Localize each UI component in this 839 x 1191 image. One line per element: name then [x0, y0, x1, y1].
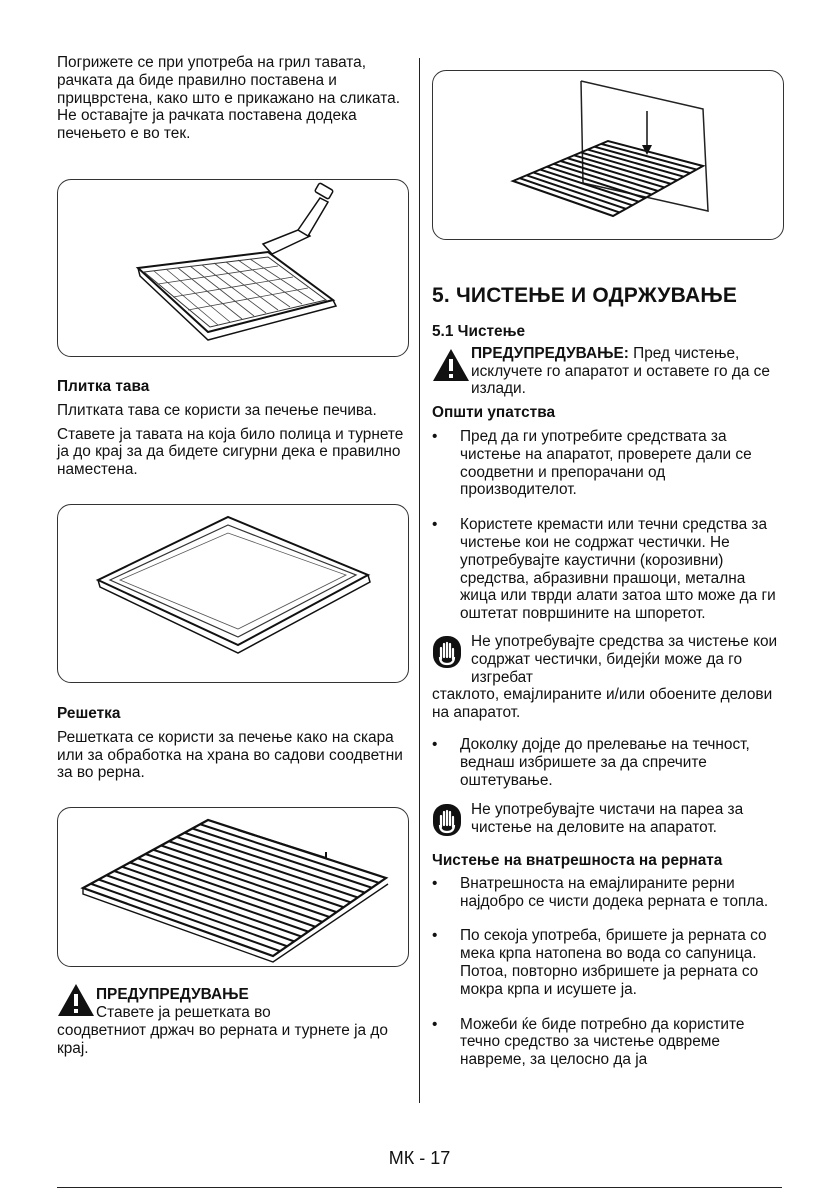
- shallow-tray-drawing: [58, 505, 408, 682]
- wire-grill-illustration: [57, 807, 409, 967]
- inner-cleaning-item: [432, 927, 784, 998]
- wire-grill-drawing: [58, 808, 408, 966]
- shallow-tray-paragraph-2: Ставете ја тавата на која било полица и турнете ја до крај за да бидете сигурни дека е правилно наместена.: [57, 425, 404, 479]
- grill-heading: Решетка: [57, 704, 121, 722]
- left-column: [57, 54, 409, 1057]
- cleaning-warning-label: ПРЕДУПРЕДУВАЊЕ:: [471, 344, 629, 362]
- note-steam-text: Не употребувајте чистачи на пареа за чистење на деловите на апаратот.: [471, 801, 744, 837]
- warning-triangle-icon: [432, 348, 470, 382]
- grill-warning-text-line1: Ставете ја решетката во: [96, 1003, 271, 1021]
- grill-pan-drawing: [58, 180, 408, 356]
- grill-warning: [57, 983, 409, 1057]
- grill-rod: [91, 884, 280, 951]
- bullet-marker: •: [432, 427, 438, 445]
- note-particles-indented: Не употребувајте средства за чистење кои содржат честички, бидејќи може да го изгребат: [471, 632, 778, 686]
- shallow-tray-paragraph-1: Плитката тава се користи за печење печива.: [57, 401, 377, 419]
- spill-instruction-item: [432, 736, 784, 789]
- cleaning-warning-text: [432, 345, 784, 398]
- grill-paragraph-1: Решетката се користи за печење како на скара или за обработка на храна во садови соодветни за во рерна.: [57, 728, 403, 782]
- page-number: МК - 17: [388, 1148, 451, 1168]
- bullet-marker: •: [432, 516, 438, 534]
- right-column: [432, 70, 784, 1069]
- grill-insertion-illustration: [432, 70, 784, 240]
- inner-cleaning-text: По секоја употреба, бришете ја рерната со мека крпа натопена во вода со сапуница. Потоа, повторно избришете ја рерната со мокра крпа и исушете ја.: [460, 927, 767, 998]
- bullet-marker: •: [432, 735, 438, 753]
- note-steam: [432, 801, 784, 837]
- grill-warning-text-rest: соодветниот држач во рерната и турнете ја до крај.: [57, 1021, 388, 1057]
- spill-list: [432, 736, 784, 789]
- grill-rod: [99, 880, 288, 947]
- column-divider: [419, 58, 420, 1103]
- bullet-marker: •: [432, 874, 438, 892]
- bullet-marker: •: [432, 927, 438, 945]
- subsection-title: 5.1 Чистење: [432, 323, 526, 340]
- general-instruction-text: Пред да ги употребите средствата за чистење на апаратот, проверете дали се соодветни и препорачани од производителот.: [460, 427, 752, 499]
- bullet-marker: •: [432, 1015, 438, 1033]
- inner-cleaning-item: [432, 875, 784, 911]
- footer-rule: [57, 1187, 782, 1188]
- stop-hand-icon: [432, 635, 462, 669]
- general-instruction-item: [432, 428, 784, 499]
- inner-cleaning-text: Внатрешноста на емајлираните рерни најдобро се чисти додека рерната е топла.: [460, 874, 769, 910]
- spill-instruction-text: Доколку дојде до прелевање на течност, веднаш избришете за да спречите оштетување.: [460, 735, 750, 789]
- inner-cleaning-text: Можеби ќе биде потребно да користите течно средство за чистење одвреме навреме, за целосно да ја: [460, 1015, 745, 1069]
- warning-triangle-icon: [57, 983, 95, 1017]
- grill-rod: [106, 875, 294, 941]
- section-title: 5. ЧИСТЕЊЕ И ОДРЖУВАЊЕ: [432, 284, 738, 307]
- stop-hand-icon: [432, 803, 462, 837]
- grill-pan-illustration: [57, 179, 409, 357]
- general-instruction-item: [432, 516, 784, 623]
- inner-cleaning-heading: Чистење на внатрешноста на рерната: [432, 851, 723, 869]
- cleaning-warning: [432, 345, 784, 398]
- inner-cleaning-list: [432, 875, 784, 1069]
- cleaning-warning-body: Пред чистење, исклучете го апаратот и оставете го да се излади.: [471, 344, 770, 398]
- general-instruction-text: Користете кремасти или течни средства за чистење кои не содржат честички. Не употребувајте каустични (корозивни) средства, абразивни прашоци, метална жица или тврди алати затоа што може да ги оштетат површините на шпоретот.: [460, 516, 776, 623]
- grill-insertion-drawing: [433, 71, 783, 239]
- shallow-tray-illustration: [57, 504, 409, 683]
- shallow-tray-heading: Плитка тава: [57, 377, 150, 395]
- grill-warning-title: ПРЕДУПРЕДУВАЊЕ: [96, 986, 249, 1004]
- note-particles: [432, 633, 784, 722]
- grill-rod: [114, 871, 301, 937]
- intro-paragraph: Погрижете се при употреба на грил тавата, рачката да биде правилно поставена и прицврстена, како што е прикажано на сликата. Не оставајте ја рачката поставена додека печењето е во тек.: [57, 54, 400, 143]
- inner-cleaning-item: [432, 1016, 784, 1069]
- general-instructions-list: [432, 428, 784, 623]
- note-particles-rest: стаклото, емајлираните и/или обоените делови на апаратот.: [432, 686, 773, 722]
- general-instructions-heading: Општи упатства: [432, 404, 556, 422]
